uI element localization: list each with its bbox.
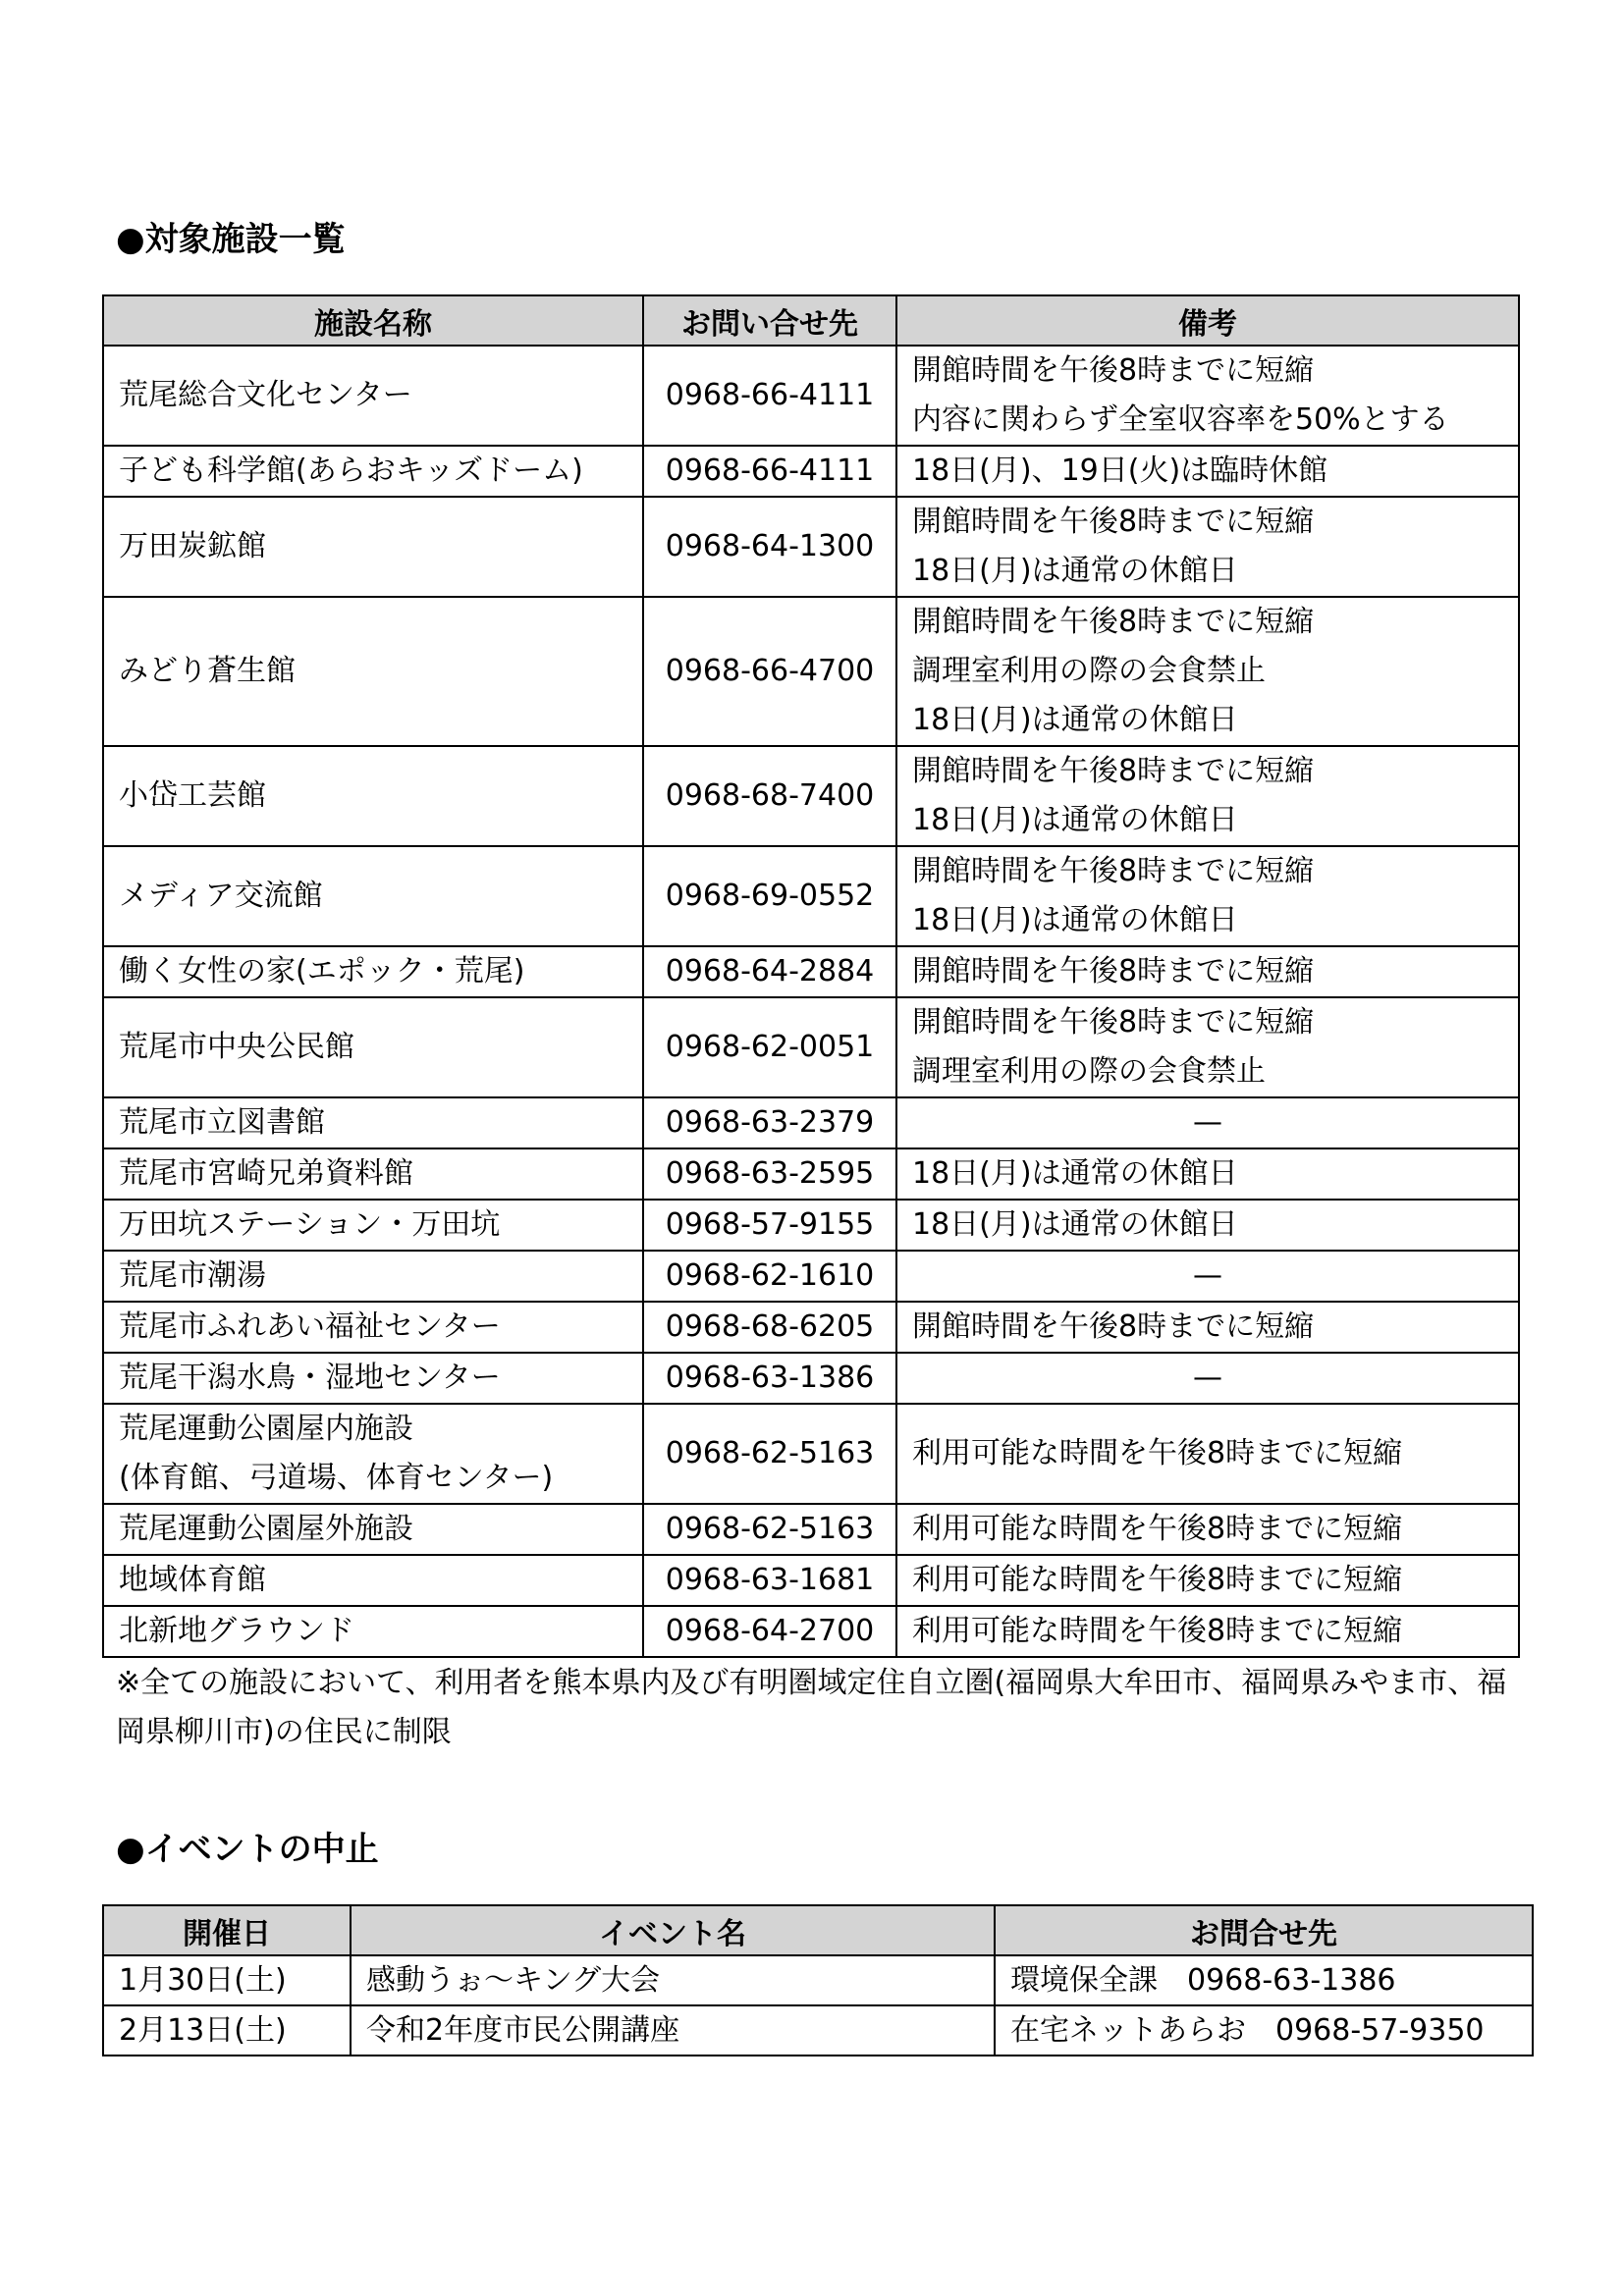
- facility-remarks: [896, 346, 1519, 446]
- facility-name: [103, 597, 643, 746]
- facility-name: [103, 1404, 643, 1504]
- facility-remark-line: 開館時間を午後8時までに短縮: [912, 505, 1315, 539]
- facility-name: [103, 1251, 643, 1302]
- facility-remarks: [896, 497, 1519, 597]
- facility-remarks: [896, 1555, 1519, 1606]
- facility-phone: 0968-62-1610: [643, 1251, 896, 1302]
- facility-remarks: [896, 1606, 1519, 1657]
- facility-remarks: [896, 1251, 1519, 1302]
- facility-name: [103, 1606, 643, 1657]
- facility-name-line: 荒尾干潟水鳥・湿地センター: [119, 1361, 501, 1395]
- facilities-header-row: [103, 295, 1519, 346]
- facility-name: [103, 346, 643, 446]
- facility-row: [103, 1097, 1519, 1148]
- facility-remark-line: —: [1193, 1361, 1222, 1395]
- facility-remarks: [896, 1097, 1519, 1148]
- header-facility-name: 施設名称: [103, 295, 643, 346]
- facility-name-line: 働く女性の家(エポック・荒尾): [119, 954, 525, 988]
- facility-remarks: [896, 846, 1519, 946]
- facility-phone: 0968-62-5163: [643, 1404, 896, 1504]
- facility-remark-line: 開館時間を午後8時までに短縮: [912, 353, 1315, 388]
- facility-row: [103, 497, 1519, 597]
- facility-remark-line: 18日(月)は通常の休館日: [912, 1156, 1238, 1191]
- facility-row: [103, 1251, 1519, 1302]
- facilities-note: ※全ての施設において、利用者を熊本県内及び有明圏域定住自立圏(福岡県大牟田市、福岡県みやま市、福岡県柳川市)の住民に制限: [116, 1666, 1507, 1749]
- facility-row: [103, 597, 1519, 746]
- event-contact: 環境保全課 0968-63-1386: [995, 1955, 1533, 2005]
- facility-remark-line: 利用可能な時間を午後8時までに短縮: [912, 1563, 1403, 1597]
- facility-row: [103, 1504, 1519, 1555]
- facility-remark-line: 利用可能な時間を午後8時までに短縮: [912, 1614, 1403, 1648]
- facility-remark-line: —: [1193, 1258, 1222, 1293]
- event-name: 令和2年度市民公開講座: [351, 2005, 995, 2056]
- facility-phone: 0968-63-1681: [643, 1555, 896, 1606]
- header-remarks: 備考: [896, 295, 1519, 346]
- facility-remark-line: 利用可能な時間を午後8時までに短縮: [912, 1512, 1403, 1546]
- event-row: [103, 2005, 1533, 2056]
- facility-name-line: 荒尾市潮湯: [119, 1258, 266, 1293]
- facility-phone: 0968-64-2884: [643, 946, 896, 997]
- facility-name-line: 子ども科学館(あらおキッズドーム): [119, 454, 583, 488]
- facility-row: [103, 1555, 1519, 1606]
- facility-row: [103, 997, 1519, 1097]
- facility-name-line: 北新地グラウンド: [119, 1614, 354, 1648]
- facility-phone: 0968-66-4111: [643, 446, 896, 497]
- facility-name-line: (体育館、弓道場、体育センター): [119, 1461, 554, 1495]
- facility-phone: 0968-62-5163: [643, 1504, 896, 1555]
- facility-name-line: みどり蒼生館: [119, 654, 296, 688]
- facility-phone: 0968-68-6205: [643, 1302, 896, 1353]
- facility-name: [103, 1302, 643, 1353]
- facility-name-line: 荒尾市中央公民館: [119, 1030, 354, 1064]
- facility-remark-line: 18日(月)は通常の休館日: [912, 703, 1238, 737]
- facility-name: [103, 1353, 643, 1404]
- facility-remark-line: 内容に関わらず全室収容率を50%とする: [912, 402, 1449, 437]
- facility-row: [103, 346, 1519, 446]
- facility-remarks: [896, 1504, 1519, 1555]
- facility-remark-line: 18日(月)は通常の休館日: [912, 803, 1238, 837]
- facility-remark-line: 調理室利用の際の会食禁止: [912, 1054, 1266, 1089]
- facilities-table: [102, 294, 1520, 1658]
- facility-phone: 0968-62-0051: [643, 997, 896, 1097]
- facility-phone: 0968-66-4111: [643, 346, 896, 446]
- facility-remarks: [896, 1353, 1519, 1404]
- facility-name: [103, 1555, 643, 1606]
- facility-row: [103, 946, 1519, 997]
- facility-name-line: 荒尾総合文化センター: [119, 378, 412, 412]
- facility-name-line: 荒尾市ふれあい福祉センター: [119, 1309, 501, 1344]
- facility-name: [103, 946, 643, 997]
- facility-remark-line: —: [1193, 1105, 1222, 1140]
- facility-name: [103, 1148, 643, 1200]
- facility-remarks: [896, 597, 1519, 746]
- facility-name: [103, 1504, 643, 1555]
- facility-name: [103, 1097, 643, 1148]
- facility-row: [103, 446, 1519, 497]
- facility-remark-line: 開館時間を午後8時までに短縮: [912, 754, 1315, 788]
- facility-remark-line: 開館時間を午後8時までに短縮: [912, 954, 1315, 988]
- facility-remark-line: 開館時間を午後8時までに短縮: [912, 854, 1315, 888]
- events-heading: ●イベントの中止: [116, 1830, 379, 1869]
- facility-name-line: 荒尾運動公園屋外施設: [119, 1512, 413, 1546]
- facility-row: [103, 1302, 1519, 1353]
- facility-remarks: [896, 746, 1519, 846]
- facility-remarks: [896, 446, 1519, 497]
- facility-name: [103, 746, 643, 846]
- facility-remarks: [896, 1200, 1519, 1251]
- facility-remark-line: 調理室利用の際の会食禁止: [912, 654, 1266, 688]
- facility-remark-line: 開館時間を午後8時までに短縮: [912, 605, 1315, 639]
- facility-row: [103, 846, 1519, 946]
- facility-name-line: 荒尾市宮崎兄弟資料館: [119, 1156, 413, 1191]
- facility-remarks: [896, 946, 1519, 997]
- facility-name-line: 万田坑ステーション・万田坑: [119, 1207, 501, 1242]
- facility-remark-line: 利用可能な時間を午後8時までに短縮: [912, 1436, 1403, 1470]
- facility-phone: 0968-57-9155: [643, 1200, 896, 1251]
- facility-row: [103, 1200, 1519, 1251]
- facility-phone: 0968-68-7400: [643, 746, 896, 846]
- facility-phone: 0968-63-1386: [643, 1353, 896, 1404]
- facility-phone: 0968-63-2379: [643, 1097, 896, 1148]
- facility-name: [103, 997, 643, 1097]
- facility-remark-line: 開館時間を午後8時までに短縮: [912, 1005, 1315, 1040]
- facility-phone: 0968-64-1300: [643, 497, 896, 597]
- facility-remarks: [896, 1148, 1519, 1200]
- header-event-date: 開催日: [103, 1905, 351, 1955]
- event-date: 2月13日(土): [103, 2005, 351, 2056]
- facility-remark-line: 18日(月)は通常の休館日: [912, 903, 1238, 937]
- facility-remark-line: 18日(月)、19日(火)は臨時休館: [912, 454, 1328, 488]
- events-table: [102, 1904, 1534, 2056]
- facility-name-line: 小岱工芸館: [119, 778, 266, 813]
- facilities-heading: ●対象施設一覧: [116, 220, 346, 259]
- facility-phone: 0968-66-4700: [643, 597, 896, 746]
- facility-name-line: 地域体育館: [119, 1563, 266, 1597]
- facility-remarks: [896, 1404, 1519, 1504]
- event-date: 1月30日(土): [103, 1955, 351, 2005]
- facility-name: [103, 846, 643, 946]
- facility-name-line: 荒尾市立図書館: [119, 1105, 325, 1140]
- event-contact: 在宅ネットあらお 0968-57-9350: [995, 2005, 1533, 2056]
- facility-remarks: [896, 1302, 1519, 1353]
- header-contact: お問い合せ先: [643, 295, 896, 346]
- event-row: [103, 1955, 1533, 2005]
- facility-name-line: メディア交流館: [119, 879, 323, 913]
- header-event-name: イベント名: [351, 1905, 995, 1955]
- events-header-row: [103, 1905, 1533, 1955]
- facility-name-line: 荒尾運動公園屋内施設: [119, 1412, 413, 1446]
- facility-name: [103, 446, 643, 497]
- facility-phone: 0968-63-2595: [643, 1148, 896, 1200]
- facility-remarks: [896, 997, 1519, 1097]
- facility-row: [103, 1353, 1519, 1404]
- facility-name: [103, 497, 643, 597]
- facility-row: [103, 1404, 1519, 1504]
- facility-remark-line: 開館時間を午後8時までに短縮: [912, 1309, 1315, 1344]
- facility-phone: 0968-64-2700: [643, 1606, 896, 1657]
- header-event-contact: お問合せ先: [995, 1905, 1533, 1955]
- facility-row: [103, 1148, 1519, 1200]
- facility-remark-line: 18日(月)は通常の休館日: [912, 554, 1238, 588]
- facility-row: [103, 1606, 1519, 1657]
- facility-name: [103, 1200, 643, 1251]
- event-name: 感動うぉ～キング大会: [351, 1955, 995, 2005]
- facility-row: [103, 746, 1519, 846]
- facility-name-line: 万田炭鉱館: [119, 529, 266, 563]
- facility-phone: 0968-69-0552: [643, 846, 896, 946]
- facility-remark-line: 18日(月)は通常の休館日: [912, 1207, 1238, 1242]
